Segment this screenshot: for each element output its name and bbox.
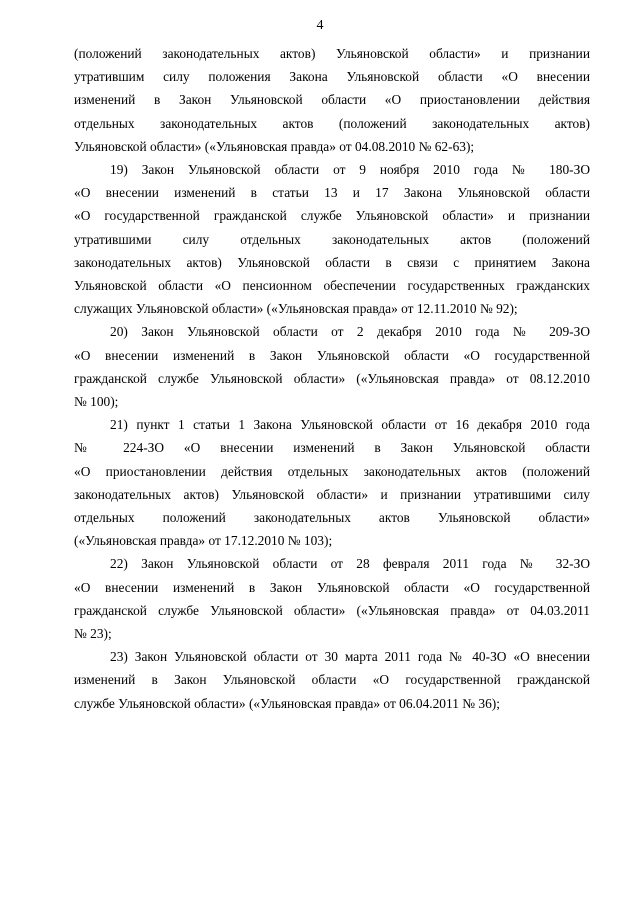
text-line: № 23); (74, 626, 112, 642)
text-line: («Ульяновская правда» от 17.12.2010 № 103); (74, 533, 333, 549)
text-line: «О государственной гражданской службе Ульяновской области» и признании (74, 208, 590, 224)
text-line: утратившими силу отдельных законодательных актов (положений (74, 231, 590, 247)
paragraph (74, 552, 590, 645)
text-line: 23) Закон Ульяновской области от 30 марта 2011 года № 40-ЗО «О внесении (110, 649, 590, 665)
text-line: законодательных актов) Ульяновской области в связи с принятием Закона (74, 254, 590, 270)
document-body (74, 42, 590, 715)
text-line: гражданской службе Ульяновской области» («Ульяновская правда» от 08.12.2010 (74, 370, 590, 386)
text-line: «О приостановлении действия отдельных законодательных актов (положений (74, 463, 590, 479)
text-line: 21) пункт 1 статьи 1 Закона Ульяновской области от 16 декабря 2010 года (110, 417, 590, 433)
text-line: № 224-ЗО «О внесении изменений в Закон Ульяновской области (74, 440, 590, 456)
text-line: 19) Закон Ульяновской области от 9 ноября 2010 года № 180-ЗО (110, 162, 590, 178)
text-line: № 100); (74, 394, 119, 410)
text-line: Ульяновской области «О пенсионном обеспечении государственных гражданских (74, 278, 590, 294)
text-line: гражданской службе Ульяновской области» («Ульяновская правда» от 04.03.2011 (74, 602, 590, 618)
text-line: отдельных положений законодательных актов Ульяновской области» (74, 510, 590, 526)
text-line: служащих Ульяновской области» («Ульяновская правда» от 12.11.2010 № 92); (74, 301, 518, 317)
text-line: «О внесении изменений в статьи 13 и 17 Закона Ульяновской области (74, 185, 590, 201)
paragraph (74, 645, 590, 715)
text-line: отдельных законодательных актов (положений законодательных актов) (74, 115, 590, 131)
paragraph (74, 413, 590, 552)
text-line: законодательных актов) Ульяновской области» и признании утратившими силу (74, 486, 590, 502)
text-line: Ульяновской области» («Ульяновская правда» от 04.08.2010 № 62-63); (74, 138, 475, 154)
text-line: 22) Закон Ульяновской области от 28 февраля 2011 года № 32-ЗО (110, 556, 590, 572)
text-line: 20) Закон Ульяновской области от 2 декабря 2010 года № 209-ЗО (110, 324, 590, 340)
page-number: 4 (316, 18, 324, 33)
text-line: изменений в Закон Ульяновской области «О государственной гражданской (74, 672, 590, 688)
text-line: изменений в Закон Ульяновской области «О приостановлении действия (74, 92, 590, 108)
text-line: службе Ульяновской области» («Ульяновская правда» от 06.04.2011 № 36); (74, 695, 500, 711)
text-line: утратившим силу положения Закона Ульяновской области «О внесении (74, 69, 590, 85)
paragraph (74, 42, 590, 158)
text-line: «О внесении изменений в Закон Ульяновской области «О государственной (74, 347, 590, 363)
text-line: «О внесении изменений в Закон Ульяновской области «О государственной (74, 579, 590, 595)
paragraph (74, 320, 590, 413)
paragraph (74, 158, 590, 320)
text-line: (положений законодательных актов) Ульяновской области» и признании (74, 46, 590, 61)
